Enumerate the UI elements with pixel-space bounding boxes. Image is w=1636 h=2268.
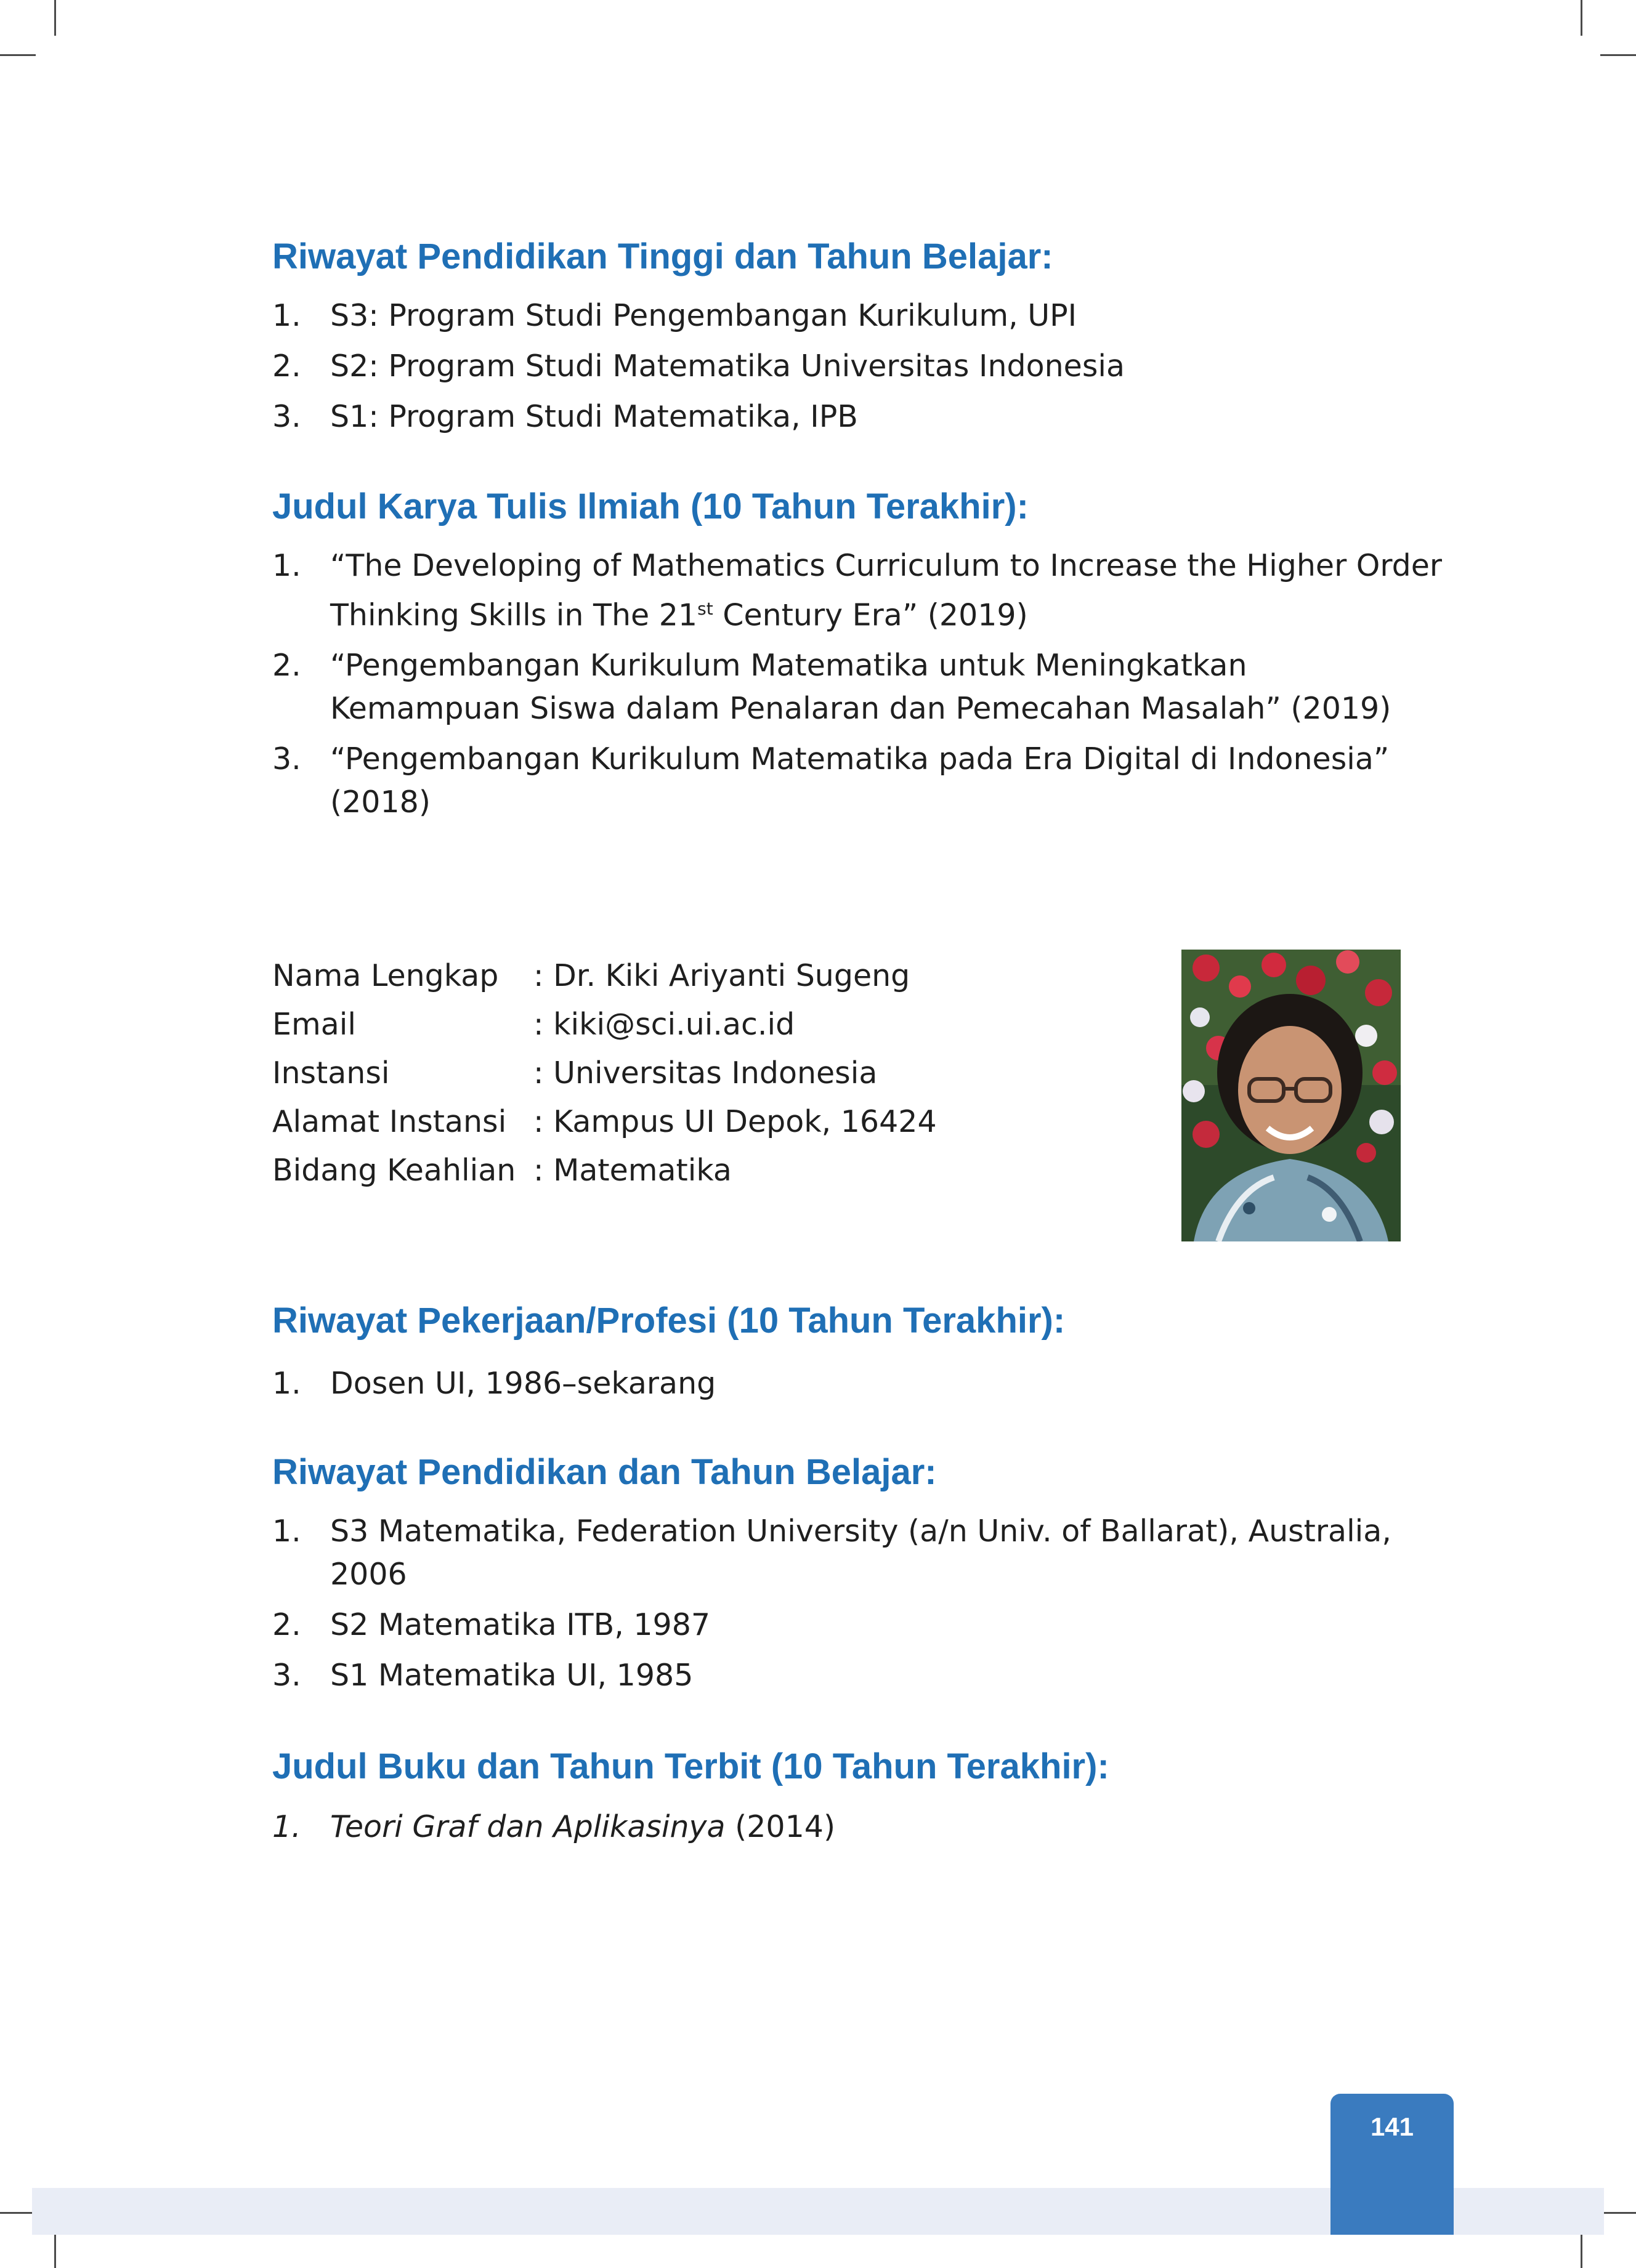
profile-row-email: Email : kiki@sci.ui.ac.id	[272, 1007, 795, 1042]
crop-mark-bottom-left-horizontal	[0, 2212, 36, 2214]
books-heading: Judul Buku dan Tahun Terbit (10 Tahun Terakhir):	[272, 1746, 1109, 1786]
crop-mark-bottom-right-horizontal	[1600, 2212, 1636, 2214]
profile-row-institution: Instansi : Universitas Indonesia	[272, 1055, 878, 1091]
work-history-list	[272, 1362, 716, 1413]
scientific-papers-list	[272, 544, 1442, 831]
crop-mark-bottom-left-vertical	[54, 2232, 56, 2268]
books-list	[272, 1806, 835, 1856]
crop-mark-top-right-horizontal	[1600, 54, 1636, 56]
profile-row-field: Bidang Keahlian : Matematika	[272, 1153, 732, 1188]
list-item: 1. Teori Graf dan Aplikasinya (2014)	[272, 1809, 836, 1844]
list-item: 1. “The Developing of Mathematics Curriculum to Increase the Higher Order Thinking Skills in The 21st Century Era” (2019)	[272, 548, 1443, 633]
profile-row-address: Alamat Instansi : Kampus UI Depok, 16424	[272, 1104, 937, 1139]
list-item: 2. S2 Matematika ITB, 1987	[272, 1607, 711, 1642]
list-item: 3. S1 Matematika UI, 1985	[272, 1658, 694, 1693]
crop-mark-top-left-horizontal	[0, 54, 36, 56]
education-history-heading: Riwayat Pendidikan dan Tahun Belajar:	[272, 1452, 937, 1492]
page-number-tab	[1330, 2094, 1454, 2235]
crop-mark-top-right-vertical	[1581, 0, 1582, 36]
higher-education-heading: Riwayat Pendidikan Tinggi dan Tahun Belajar:	[272, 236, 1053, 276]
education-history-list	[272, 1510, 1391, 1705]
list-item: 1. S3 Matematika, Federation University (a/n Univ. of Ballarat), Australia, 2006	[272, 1514, 1391, 1592]
list-item: 1. S3: Program Studi Pengembangan Kurikulum, UPI	[272, 298, 1077, 333]
list-item: 2. “Pengembangan Kurikulum Matematika untuk Meningkatkan Kemampuan Siswa dalam Penalaran dan Pemecahan Masalah” (2019)	[272, 648, 1391, 727]
crop-mark-top-left-vertical	[54, 0, 56, 36]
list-item: 1. Dosen UI, 1986–sekarang	[272, 1366, 716, 1401]
scientific-papers-heading: Judul Karya Tulis Ilmiah (10 Tahun Terakhir):	[272, 486, 1029, 527]
book-title: Teori Graf dan Aplikasinya	[330, 1809, 726, 1844]
profile-row-name: Nama Lengkap : Dr. Kiki Ariyanti Sugeng	[272, 958, 910, 993]
higher-education-list	[272, 294, 1125, 446]
crop-mark-bottom-right-vertical	[1581, 2232, 1582, 2268]
list-item: 3. “Pengembangan Kurikulum Matematika pada Era Digital di Indonesia” (2018)	[272, 741, 1390, 820]
list-item: 2. S2: Program Studi Matematika Universitas Indonesia	[272, 349, 1125, 384]
work-history-heading: Riwayat Pekerjaan/Profesi (10 Tahun Terakhir):	[272, 1301, 1066, 1341]
list-item: 3. S1: Program Studi Matematika, IPB	[272, 399, 858, 434]
portrait-photo	[1181, 950, 1401, 1241]
page-number: 141	[1370, 2112, 1414, 2141]
profile-info	[272, 951, 937, 1195]
